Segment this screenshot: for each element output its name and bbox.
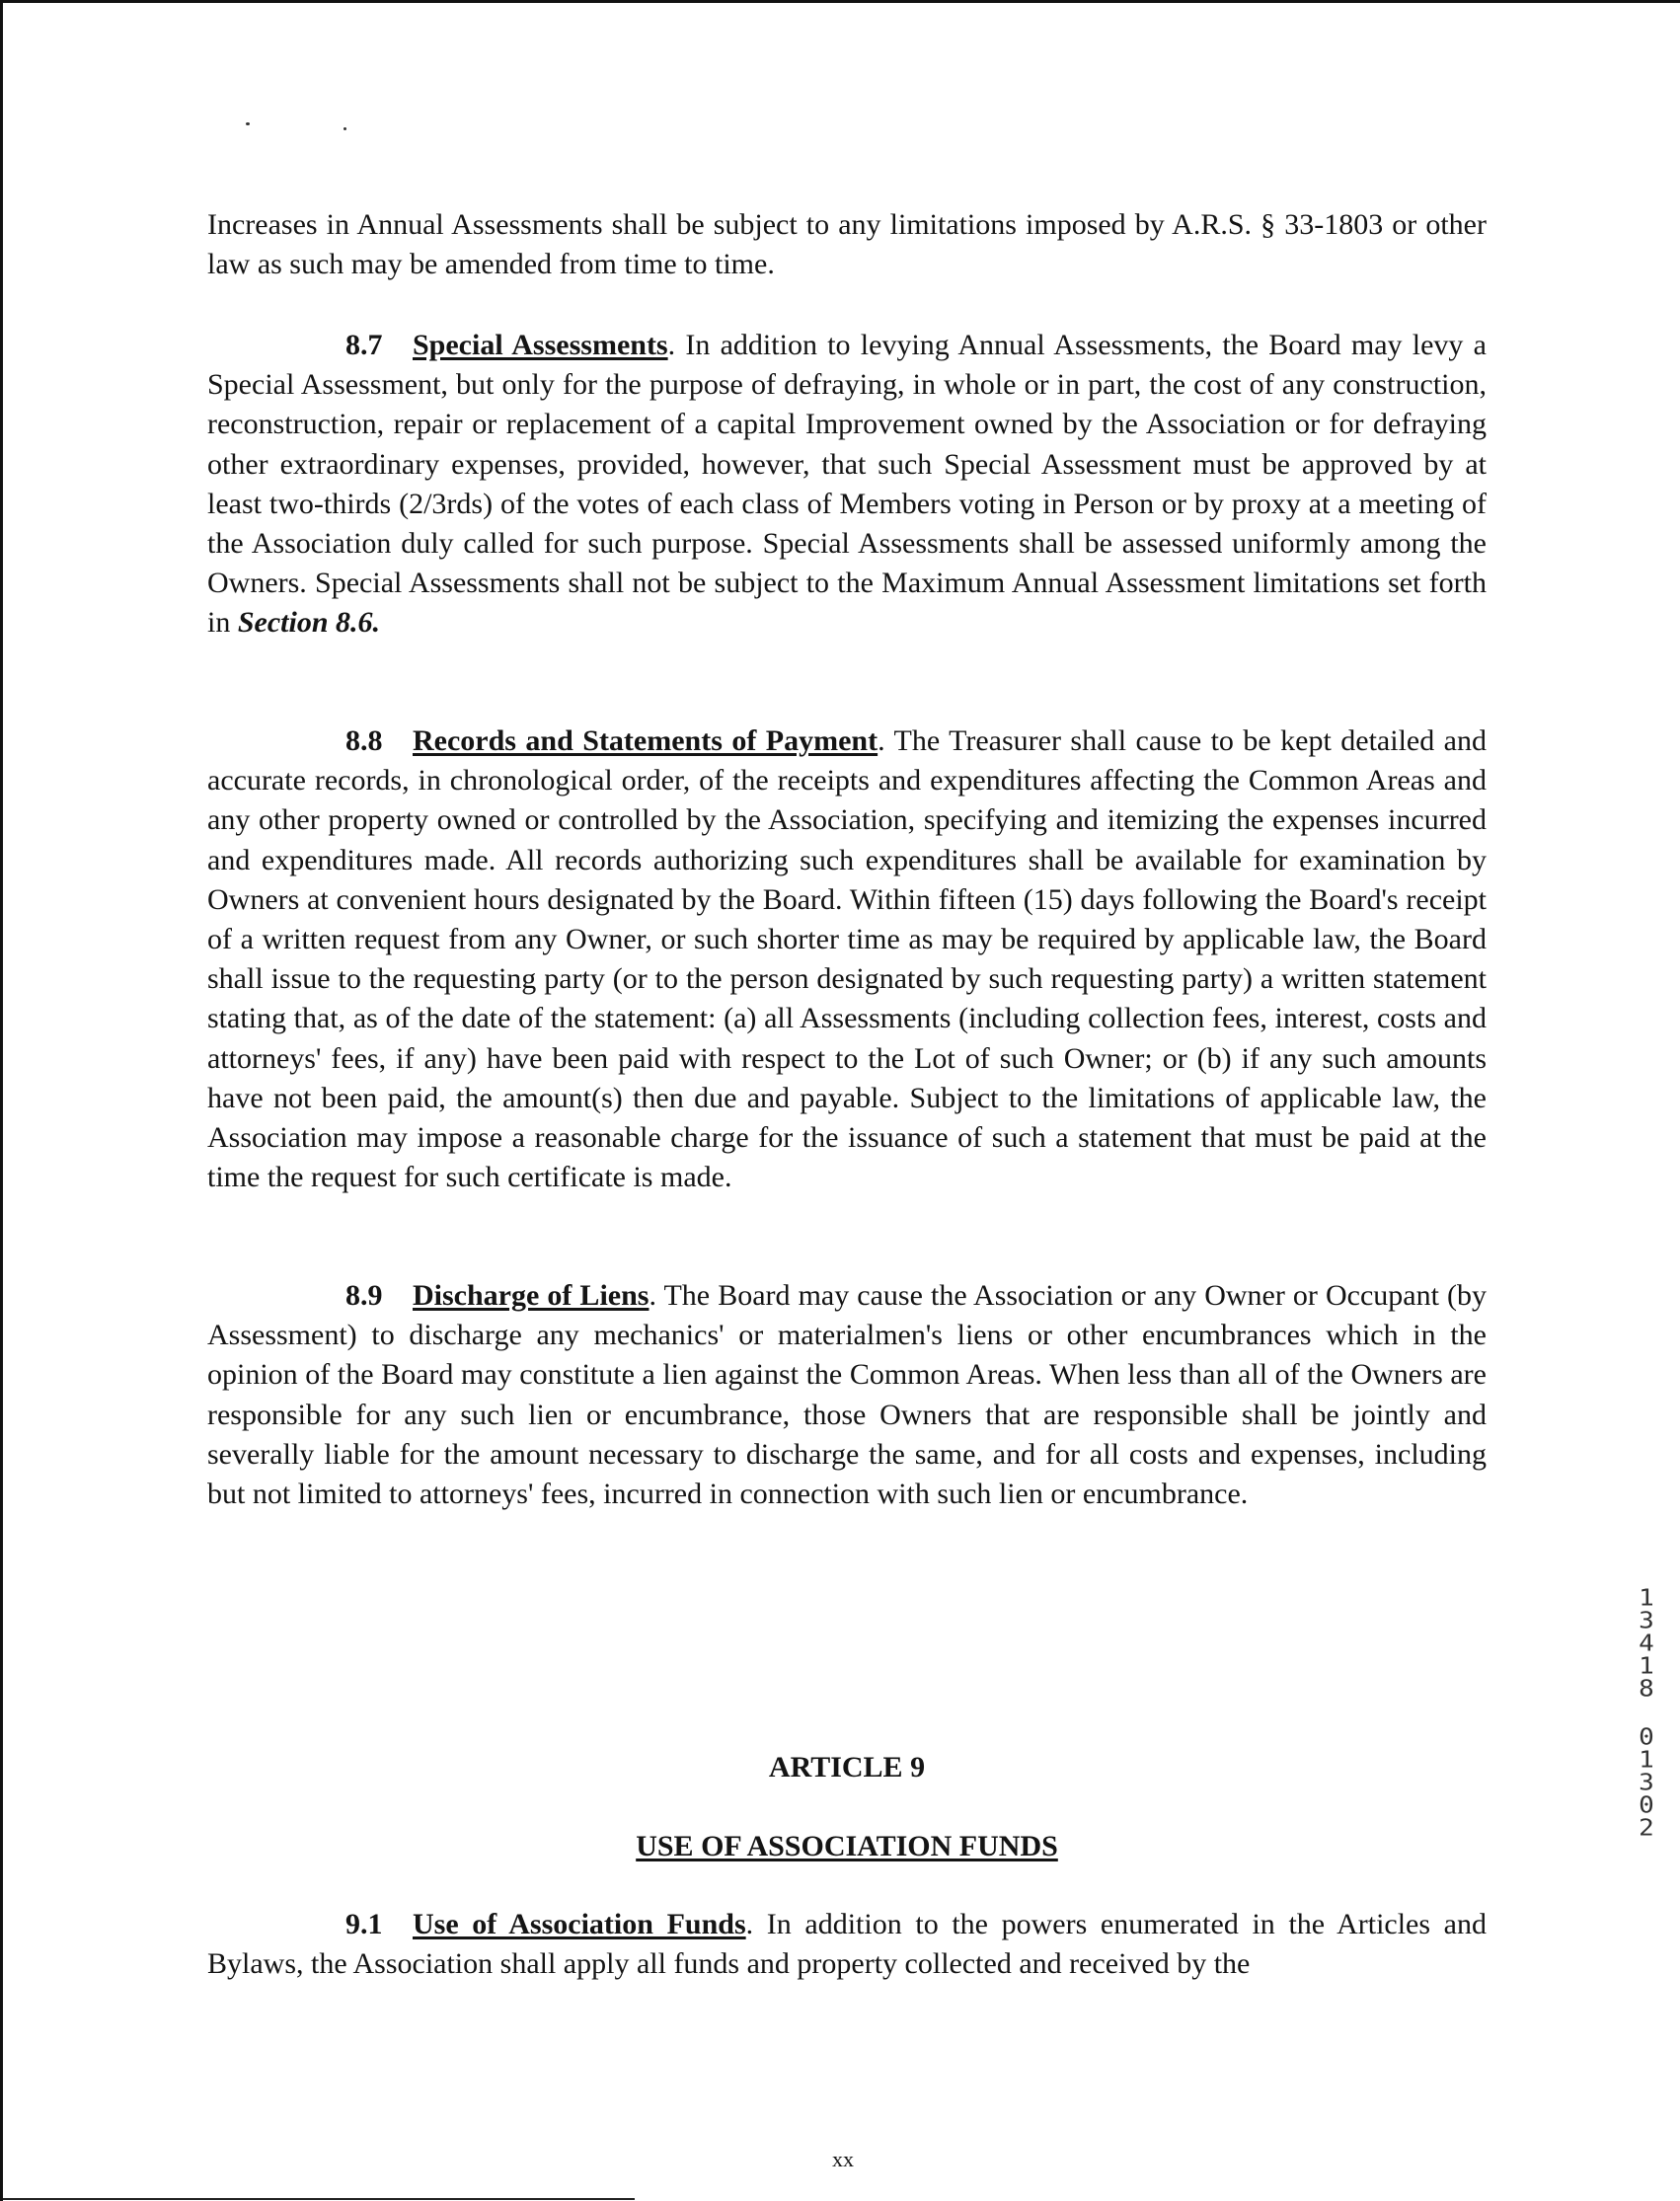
article-label: ARTICLE 9 [768,1751,926,1784]
stamp-digit: 3 [1639,1607,1654,1634]
section-title: Discharge of Liens [413,1279,649,1312]
continuation-paragraph: Increases in Annual Assessments shall be subject to any limitations imposed by A.R.S. § 33-1803 or other law as such may be amended from time to time. [207,208,1487,281]
article-title-text: USE OF ASSOCIATION FUNDS [636,1830,1058,1862]
stamp-digit: 1 [1639,1584,1654,1612]
stamp-digit: 8 [1639,1675,1654,1703]
stamp-gap [1635,1701,1658,1726]
section-title: Special Assessments [413,329,668,361]
section-title: Use of Association Funds [413,1908,746,1940]
section-8-8: 8.8 Records and Statements of Payment. The Treasurer shall cause to be kept detailed and accurate records, in chronological order, of the receipts and expenditures affecting the Common Areas and any other property owned or controlled by the Association, specifying and itemizing the expenses incurred and expenditures made. All records authorizing such expenditures shall be available for examination by Owners at convenient hours designated by the Board. Within fifteen (15) days following the Board's receipt of a written request from any Owner, or such shorter time as may be required by applicable law, the Board shall issue to the requesting party (or to the person designated by such requesting party) a written statement stating that, as of the date of the statement: (a) all Assessments (including collection fees, interest, costs and attorneys' fees, if any) have been paid with respect to the Lot of such Owner; or (b) if any such amounts have not been paid, the amount(s) then due and payable. Subject to the limitations of applicable law, the Association may impose a reasonable charge for the issuance of such a statement that must be paid at the time the request for such certificate is made. [207,721,1487,1197]
scan-speck [344,127,346,130]
stamp-digit: 0 [1639,1723,1654,1751]
scan-speck [246,122,250,125]
section-8-7: 8.7 Special Assessments. In addition to levying Annual Assessments, the Board may levy a Special Assessment, but only for the purpose of defraying, in whole or in part, the cost of any construction, reconstruction, repair or replacement of a capital Improvement owned by the Association or for defraying other extraordinary expenses, provided, however, that such Special Assessment must be approved by at least two-thirds (2/3rds) of the votes of each class of Members voting in Person or by proxy at a meeting of the Association duly called for such purpose. Special Assessments shall be assessed uniformly among the Owners. Special Assessments shall not be subject to the Maximum Annual Assessment limitations set forth in Section 8.6. [207,326,1487,644]
stamp-digit: 1 [1639,1652,1654,1680]
section-9-1: 9.1 Use of Association Funds. In addition to the powers enumerated in the Articles and Bylaws, the Association shall apply all funds and property collected and received by the [207,1905,1487,1984]
section-number: 8.7 [345,329,383,361]
section-title: Records and Statements of Payment [413,724,878,757]
page-number: xx [832,2147,854,2171]
section-number: 8.9 [345,1279,383,1312]
stamp-digit: 1 [1639,1746,1654,1774]
stamp-digit: 2 [1639,1814,1654,1842]
section-reference: Section 8.6. [237,606,381,640]
section-8-9: 8.9 Discharge of Liens. The Board may cause the Association or any Owner or Occupant (by Assessment) to discharge any mechanics' or materialmen's liens or other encumbrances which in the opinion of the Board may constitute a lien against the Common Areas. When less than all of the Owners are responsible for any such lien or encumbrance, those Owners that are responsible shall be jointly and severally liable for the amount necessary to discharge the same, and for all costs and expenses, including but not limited to attorneys' fees, incurred in connection with such lien or encumbrance. [207,1276,1487,1514]
section-body: The Board may cause the Association or any Owner or Occupant (by Assessment) to discharge any mechanics' or materialmen's liens or other encumbrances which in the opinion of the Board may constitute a lien against the Common Areas. When less than all of the Owners are responsible for any such lien or encumbrance, those Owners that are responsible shall be jointly and severally liable for the amount necessary to discharge the same, and for all costs and expenses, including but not limited to attorneys' fees, incurred in connection with such lien or encumbrance. [207,1279,1487,1511]
section-number: 9.1 [345,1908,383,1940]
stamp-digit: 0 [1639,1791,1654,1819]
recording-number-stamp [1635,1584,1658,1842]
scan-edge-line [3,2198,635,2200]
section-body: The Treasurer shall cause to be kept detailed and accurate records, in chronological order, of the receipts and expenditures affecting the Common Areas and any other property owned or controlled by the Association, specifying and itemizing the expenses incurred and expenditures made. All records authorizing such expenditures shall be available for examination by Owners at convenient hours designated by the Board. Within fifteen (15) days following the Board's receipt of a written request from any Owner, or such shorter time as may be required by applicable law, the Board shall issue to the requesting party (or to the person designated by such requesting party) a written statement stating that, as of the date of the statement: (a) all Assessments (including collection fees, interest, costs and attorneys' fees, if any) have been paid with respect to the Lot of such Owner; or (b) if any such amounts have not been paid, the amount(s) then due and payable. Subject to the limitations of applicable law, the Association may impose a reasonable charge for the issuance of such a statement that must be paid at the time the request for such certificate is made. [207,724,1487,1194]
section-number: 8.8 [345,724,383,757]
section-body: In addition to levying Annual Assessments, the Board may levy a Special Assessment, but only for the purpose of defraying, in whole or in part, the cost of any construction, reconstruction, repair or replacement of a capital Improvement owned by the Association or for defraying other extraordinary expenses, provided, however, that such Special Assessment must be approved by at least two-thirds (2/3rds) of the votes of each class of Members voting in Person or by proxy at a meeting of the Association duly called for such purpose. Special Assessments shall be assessed uniformly among the Owners. Special Assessments shall not be subject to the Maximum Annual Assessment limitations set forth in [207,329,1487,640]
article-title [207,1827,1487,1866]
stamp-digit: 4 [1639,1630,1654,1657]
section-body: In addition to the powers enumerated in the Articles and Bylaws, the Association shall apply all funds and property collected and received by the [207,1908,1487,1981]
stamp-digit: 3 [1639,1769,1654,1796]
